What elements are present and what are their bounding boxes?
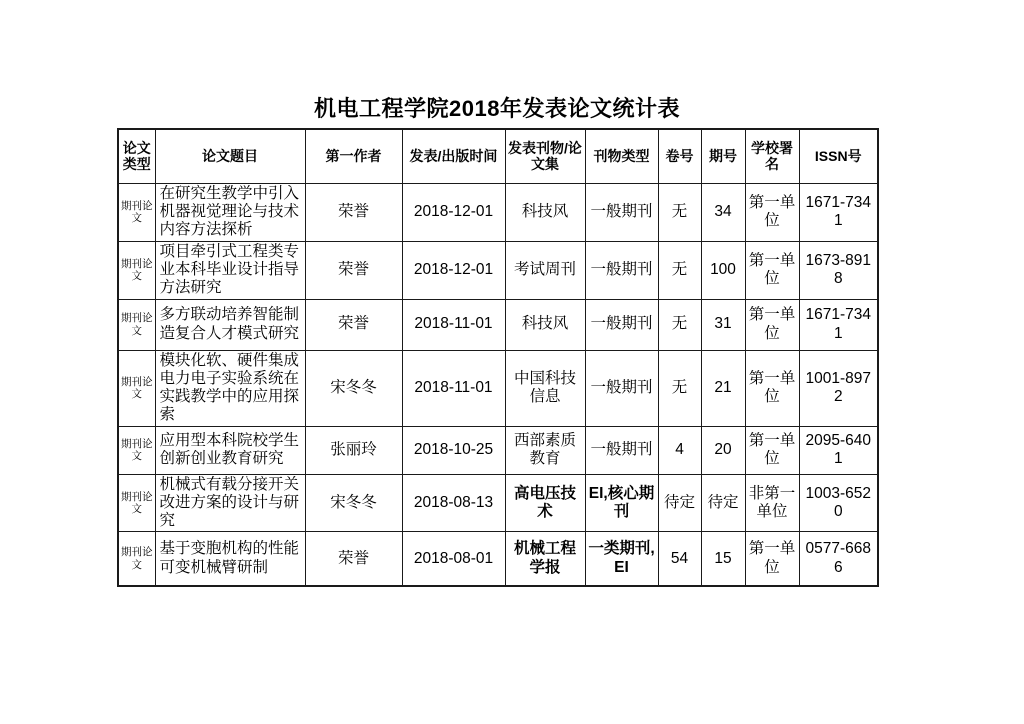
cell-journal: 科技风 (505, 183, 585, 241)
cell-issue: 100 (701, 241, 745, 299)
cell-journal-type: 一般期刊 (585, 350, 658, 426)
cell-paper-type: 期刊论文 (118, 426, 155, 474)
cell-issn: 1671-7341 (799, 299, 878, 350)
cell-first-author: 荣誉 (305, 299, 402, 350)
header-journal-type: 刊物类型 (585, 129, 658, 183)
cell-volume: 待定 (658, 474, 701, 532)
header-volume: 卷号 (658, 129, 701, 183)
header-row (118, 129, 878, 183)
header-publish-date: 发表/出版时间 (402, 129, 505, 183)
cell-journal-type: EI,核心期刊 (585, 474, 658, 532)
cell-volume: 无 (658, 183, 701, 241)
table-row (118, 474, 878, 532)
cell-journal: 考试周刊 (505, 241, 585, 299)
cell-journal-type: 一般期刊 (585, 241, 658, 299)
cell-publish-date: 2018-10-25 (402, 426, 505, 474)
cell-journal-type: 一般期刊 (585, 183, 658, 241)
cell-journal-type: 一类期刊,EI (585, 532, 658, 586)
cell-affiliation: 第一单位 (745, 241, 799, 299)
cell-issn: 1673-8918 (799, 241, 878, 299)
header-issue: 期号 (701, 129, 745, 183)
cell-first-author: 荣誉 (305, 183, 402, 241)
cell-affiliation: 第一单位 (745, 426, 799, 474)
table-row (118, 241, 878, 299)
cell-paper-title: 模块化软、硬件集成电力电子实验系统在实践教学中的应用探索 (155, 350, 305, 426)
cell-issue: 31 (701, 299, 745, 350)
cell-publish-date: 2018-11-01 (402, 350, 505, 426)
cell-journal-type: 一般期刊 (585, 426, 658, 474)
cell-publish-date: 2018-11-01 (402, 299, 505, 350)
cell-issue: 20 (701, 426, 745, 474)
cell-first-author: 荣誉 (305, 241, 402, 299)
cell-publish-date: 2018-12-01 (402, 241, 505, 299)
cell-paper-title: 应用型本科院校学生创新创业教育研究 (155, 426, 305, 474)
table-row (118, 299, 878, 350)
header-paper-title: 论文题目 (155, 129, 305, 183)
cell-affiliation: 第一单位 (745, 183, 799, 241)
cell-issue: 15 (701, 532, 745, 586)
cell-first-author: 宋冬冬 (305, 474, 402, 532)
cell-journal: 高电压技术 (505, 474, 585, 532)
header-first-author: 第一作者 (305, 129, 402, 183)
cell-affiliation: 第一单位 (745, 532, 799, 586)
cell-publish-date: 2018-08-01 (402, 532, 505, 586)
cell-issn: 1001-8972 (799, 350, 878, 426)
cell-journal: 机械工程学报 (505, 532, 585, 586)
cell-paper-type: 期刊论文 (118, 532, 155, 586)
cell-affiliation: 第一单位 (745, 299, 799, 350)
cell-journal: 科技风 (505, 299, 585, 350)
page-title: 机电工程学院2018年发表论文统计表 (314, 96, 680, 121)
cell-paper-title: 多方联动培养智能制造复合人才模式研究 (155, 299, 305, 350)
cell-paper-title: 基于变胞机构的性能可变机械臂研制 (155, 532, 305, 586)
cell-paper-title: 项目牵引式工程类专业本科毕业设计指导方法研究 (155, 241, 305, 299)
cell-paper-title: 机械式有载分接开关改进方案的设计与研究 (155, 474, 305, 532)
cell-journal: 中国科技信息 (505, 350, 585, 426)
cell-paper-type: 期刊论文 (118, 474, 155, 532)
cell-affiliation: 第一单位 (745, 350, 799, 426)
cell-volume: 4 (658, 426, 701, 474)
cell-issn: 2095-6401 (799, 426, 878, 474)
cell-paper-type: 期刊论文 (118, 183, 155, 241)
cell-affiliation: 非第一单位 (745, 474, 799, 532)
table-row (118, 350, 878, 426)
cell-issn: 0577-6686 (799, 532, 878, 586)
header-affiliation: 学校署名 (745, 129, 799, 183)
cell-issue: 待定 (701, 474, 745, 532)
cell-issue: 34 (701, 183, 745, 241)
cell-paper-type: 期刊论文 (118, 299, 155, 350)
header-issn: ISSN号 (799, 129, 878, 183)
cell-issue: 21 (701, 350, 745, 426)
cell-volume: 无 (658, 241, 701, 299)
cell-publish-date: 2018-12-01 (402, 183, 505, 241)
cell-volume: 无 (658, 350, 701, 426)
cell-paper-title: 在研究生教学中引入机器视觉理论与技术内容方法探析 (155, 183, 305, 241)
cell-paper-type: 期刊论文 (118, 241, 155, 299)
cell-first-author: 张丽玲 (305, 426, 402, 474)
cell-volume: 54 (658, 532, 701, 586)
cell-volume: 无 (658, 299, 701, 350)
table-body (118, 183, 878, 586)
cell-issn: 1671-7341 (799, 183, 878, 241)
table-row (118, 183, 878, 241)
papers-table (117, 128, 879, 587)
table-row (118, 532, 878, 586)
cell-first-author: 荣誉 (305, 532, 402, 586)
cell-journal: 西部素质教育 (505, 426, 585, 474)
header-journal: 发表刊物/论文集 (505, 129, 585, 183)
cell-journal-type: 一般期刊 (585, 299, 658, 350)
cell-paper-type: 期刊论文 (118, 350, 155, 426)
cell-publish-date: 2018-08-13 (402, 474, 505, 532)
cell-issn: 1003-6520 (799, 474, 878, 532)
table-row (118, 426, 878, 474)
header-paper-type: 论文类型 (118, 129, 155, 183)
cell-first-author: 宋冬冬 (305, 350, 402, 426)
